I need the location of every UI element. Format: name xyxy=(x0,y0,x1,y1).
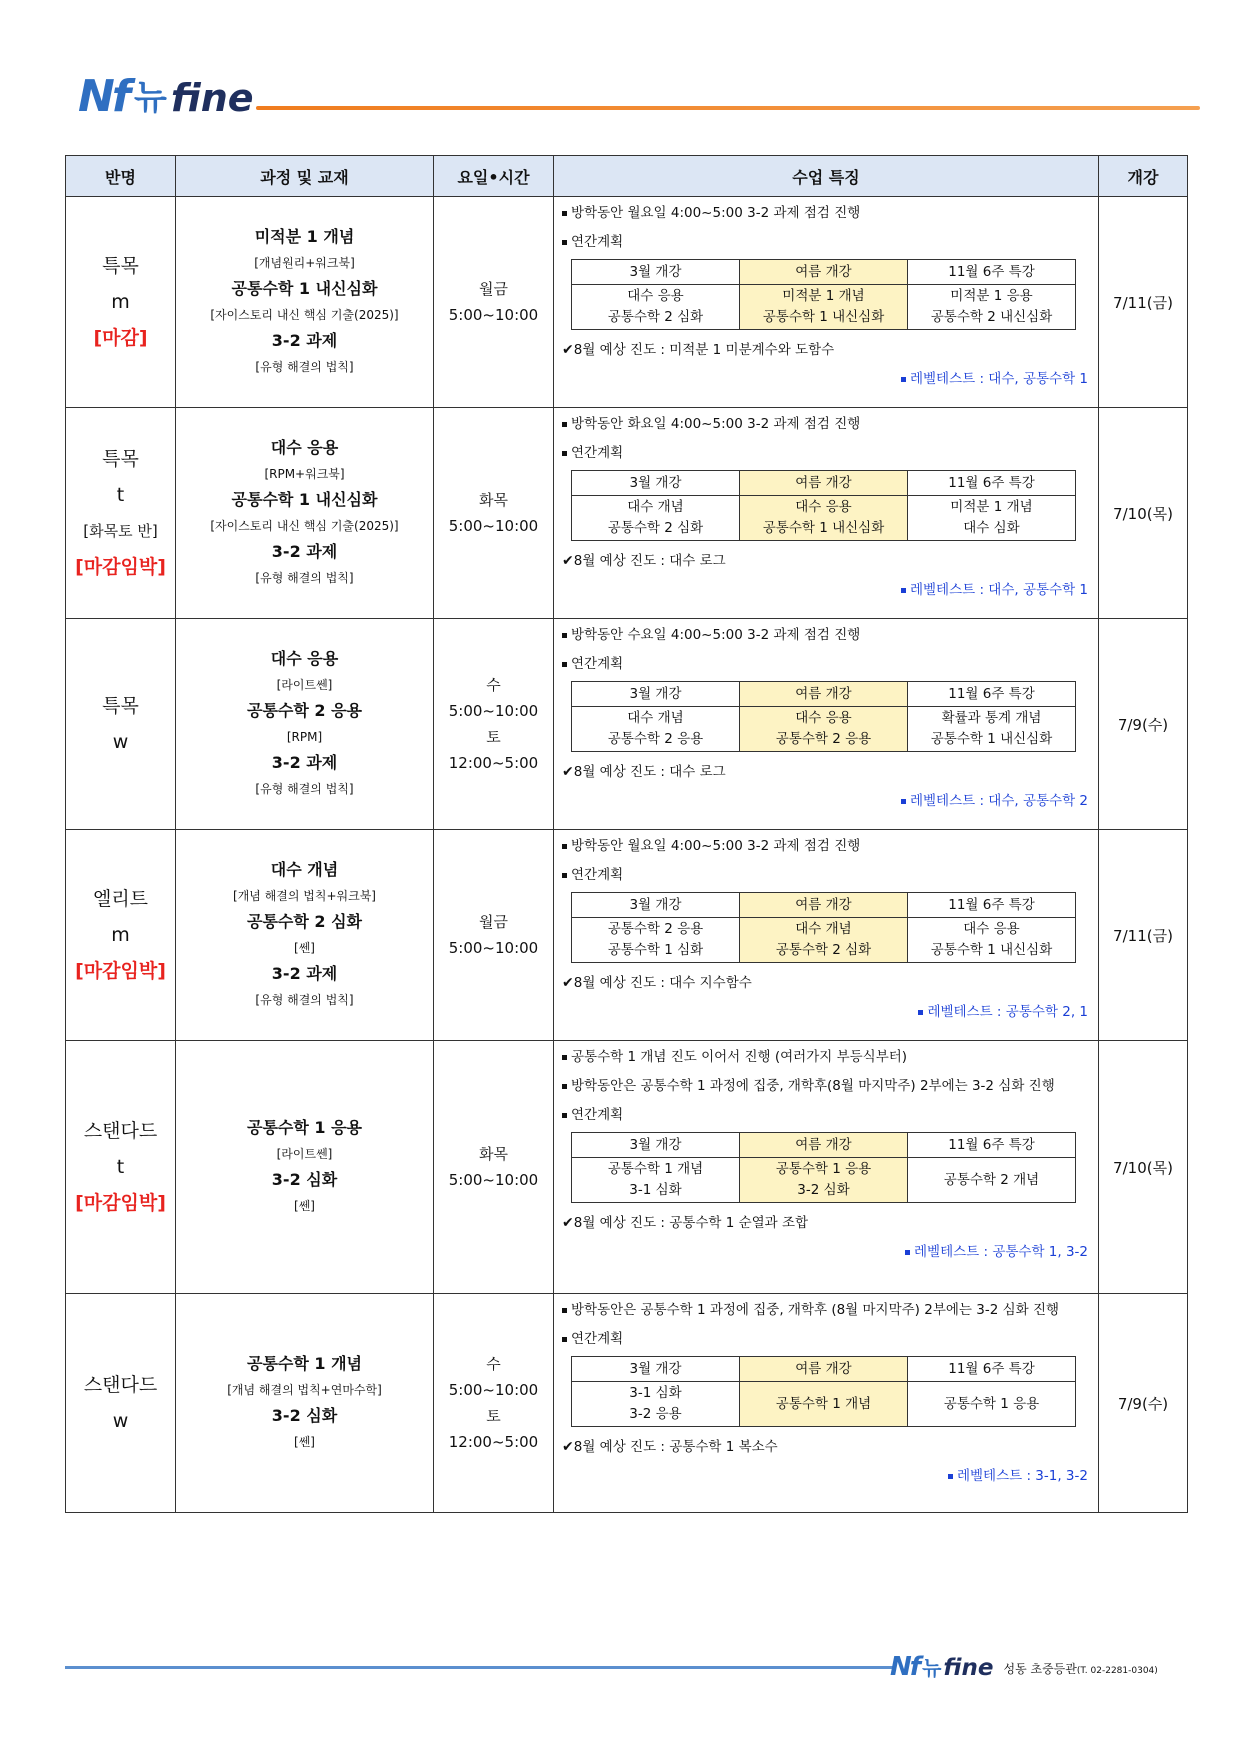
schedule-cell xyxy=(434,197,554,408)
plan-header: 3월 개강 xyxy=(572,1357,740,1382)
status-badge: [마감임박] xyxy=(75,556,166,578)
expected-progress xyxy=(562,969,1090,998)
textbook-name: [쎈] xyxy=(294,1435,315,1449)
plan-cell xyxy=(740,707,908,752)
level-square-icon xyxy=(918,1010,923,1015)
level-test xyxy=(562,576,1090,604)
course-title: 3-2 심화 xyxy=(271,1406,338,1425)
schedule-line: 5:00~10:00 xyxy=(448,306,539,324)
bullet-square-icon xyxy=(562,1084,567,1089)
schedule-cell xyxy=(434,408,554,619)
expected-progress xyxy=(562,547,1090,576)
plan-header-row xyxy=(572,1133,1076,1158)
class-name-cell xyxy=(66,830,176,1041)
logo-mark: Nf xyxy=(78,71,128,122)
plan-cell xyxy=(740,1382,908,1427)
textbook-name: [라이트쎈] xyxy=(276,678,333,692)
plan-line: 공통수학 1 내신심화 xyxy=(930,731,1053,747)
plan-header: 11월 6주 특강 xyxy=(908,471,1076,496)
bullet-square-icon xyxy=(562,240,567,245)
annual-plan-table xyxy=(571,1132,1076,1203)
plan-content-row xyxy=(572,918,1076,963)
textbook-name: [자이스토리 내신 핵심 기출(2025)] xyxy=(210,308,399,322)
level-test xyxy=(562,998,1090,1026)
plan-line: 공통수학 1 심화 xyxy=(607,942,704,958)
class-row xyxy=(66,197,1188,408)
schedule-cell xyxy=(434,619,554,830)
feature-text: 연간계획 xyxy=(571,867,624,883)
plan-header: 3월 개강 xyxy=(572,471,740,496)
expected-progress xyxy=(562,1209,1090,1238)
plan-header: 11월 6주 특강 xyxy=(908,682,1076,707)
level-test xyxy=(562,787,1090,815)
textbook-name: [유형 해결의 법칙] xyxy=(255,571,354,585)
feature-text: 방학동안 화요일 4:00~5:00 3-2 과제 점검 진행 xyxy=(571,416,861,432)
feature-bullet xyxy=(562,1325,1090,1354)
level-square-icon xyxy=(901,588,906,593)
plan-line: 공통수학 1 내신심화 xyxy=(762,520,885,536)
schedule-line: 수 xyxy=(486,1355,501,1373)
plan-line: 공통수학 1 응용 xyxy=(943,1395,1040,1412)
course-cell xyxy=(176,830,434,1041)
footer-logo xyxy=(890,1650,1158,1682)
plan-line: 공통수학 2 내신심화 xyxy=(930,309,1053,325)
plan-header-row xyxy=(572,682,1076,707)
course-title: 3-2 과제 xyxy=(271,753,338,772)
plan-cell xyxy=(572,918,740,963)
plan-cell xyxy=(908,1158,1076,1203)
check-icon: ✔ xyxy=(562,975,574,991)
level-test-text: 레벨테스트 : 3-1, 3-2 xyxy=(956,1468,1088,1484)
check-icon: ✔ xyxy=(562,1439,574,1455)
plan-header-row xyxy=(572,893,1076,918)
course-title: 공통수학 1 내신심화 xyxy=(231,490,378,509)
feature-text: 방학동안 월요일 4:00~5:00 3-2 과제 점검 진행 xyxy=(571,838,861,854)
footer-logo-mark: Nf xyxy=(890,1652,920,1682)
plan-header-row xyxy=(572,260,1076,285)
plan-header: 3월 개강 xyxy=(572,893,740,918)
plan-line: 대수 개념 xyxy=(627,710,684,726)
schedule-line: 화목 xyxy=(479,1145,508,1163)
features-cell xyxy=(554,619,1099,830)
class-name-line: t xyxy=(116,1156,125,1178)
bullet-square-icon xyxy=(562,873,567,878)
textbook-name: [쎈] xyxy=(294,941,315,955)
level-square-icon xyxy=(901,799,906,804)
plan-header: 여름 개강 xyxy=(740,260,908,285)
level-square-icon xyxy=(948,1474,953,1479)
textbook-name: [개념 해결의 법칙+연마수학] xyxy=(227,1383,382,1397)
level-test-text: 레벨테스트 : 대수, 공통수학 1 xyxy=(909,371,1088,387)
course-title: 대수 응용 xyxy=(270,438,339,457)
schedule-line: 5:00~10:00 xyxy=(448,1381,539,1399)
class-name-line: m xyxy=(111,291,130,313)
open-date-cell: 7/9(수) xyxy=(1099,619,1188,830)
feature-text: 공통수학 1 개념 진도 이어서 진행 (여러가지 부등식부터) xyxy=(571,1049,908,1065)
level-test-text: 레벨테스트 : 공통수학 1, 3-2 xyxy=(913,1244,1088,1260)
plan-line: 공통수학 2 심화 xyxy=(775,942,872,958)
plan-line: 확률과 통계 개념 xyxy=(941,710,1042,726)
plan-content-row xyxy=(572,1382,1076,1427)
plan-header: 11월 6주 특강 xyxy=(908,1133,1076,1158)
textbook-name: [개념 해결의 법칙+워크북] xyxy=(233,889,376,903)
status-badge: [마감] xyxy=(93,327,148,349)
class-name-line: w xyxy=(112,731,129,753)
level-test xyxy=(562,1238,1090,1266)
progress-text: 8월 예상 진도 : 대수 지수함수 xyxy=(573,975,752,991)
class-name-line: [화목토 반] xyxy=(83,522,158,540)
column-header: 반명 xyxy=(66,156,176,197)
textbook-name: [개념원리+워크북] xyxy=(254,256,355,270)
course-cell xyxy=(176,197,434,408)
plan-content-row xyxy=(572,285,1076,330)
check-icon: ✔ xyxy=(562,342,574,358)
plan-header-row xyxy=(572,471,1076,496)
class-name-line: 엘리트 xyxy=(92,888,149,910)
class-row xyxy=(66,830,1188,1041)
class-name-line: t xyxy=(116,484,125,506)
plan-cell xyxy=(572,1382,740,1427)
plan-header-row xyxy=(572,1357,1076,1382)
plan-line: 대수 개념 xyxy=(795,921,852,937)
level-square-icon xyxy=(901,377,906,382)
plan-cell xyxy=(740,1158,908,1203)
plan-header: 11월 6주 특강 xyxy=(908,260,1076,285)
progress-text: 8월 예상 진도 : 대수 로그 xyxy=(573,764,726,780)
plan-line: 대수 응용 xyxy=(963,921,1020,937)
plan-cell xyxy=(908,918,1076,963)
course-cell xyxy=(176,408,434,619)
feature-text: 방학동안은 공통수학 1 과정에 집중, 개학후(8월 마지막주) 2부에는 3-2 심화 진행 xyxy=(571,1078,1055,1094)
feature-bullet xyxy=(562,1072,1090,1101)
level-test-text: 레벨테스트 : 대수, 공통수학 1 xyxy=(909,582,1088,598)
plan-line: 공통수학 1 내신심화 xyxy=(762,309,885,325)
feature-text: 연간계획 xyxy=(571,234,624,250)
footer-logo-english: fine xyxy=(943,1655,994,1681)
logo-korean: 뉴 xyxy=(133,78,167,118)
feature-text: 연간계획 xyxy=(571,445,624,461)
bullet-square-icon xyxy=(562,1055,567,1060)
class-row xyxy=(66,1294,1188,1513)
feature-text: 방학동안 수요일 4:00~5:00 3-2 과제 점검 진행 xyxy=(571,627,861,643)
class-name-line: m xyxy=(111,924,130,946)
plan-cell xyxy=(572,285,740,330)
footer-logo-korean: 뉴 xyxy=(922,1656,942,1680)
plan-line: 대수 심화 xyxy=(963,520,1020,536)
open-date-cell: 7/9(수) xyxy=(1099,1294,1188,1513)
feature-text: 방학동안 월요일 4:00~5:00 3-2 과제 점검 진행 xyxy=(571,205,861,221)
plan-header: 여름 개강 xyxy=(740,682,908,707)
expected-progress xyxy=(562,758,1090,787)
course-title: 대수 개념 xyxy=(270,860,339,879)
plan-line: 3-1 심화 xyxy=(629,1385,682,1401)
check-icon: ✔ xyxy=(562,1215,574,1231)
expected-progress xyxy=(562,1433,1090,1462)
plan-line: 대수 개념 xyxy=(627,499,684,515)
plan-cell xyxy=(908,496,1076,541)
schedule-line: 토 xyxy=(486,728,501,746)
features-cell xyxy=(554,1041,1099,1294)
textbook-name: [쎈] xyxy=(294,1199,315,1213)
feature-bullet xyxy=(562,621,1090,650)
schedule-line: 화목 xyxy=(479,491,508,509)
check-icon: ✔ xyxy=(562,764,574,780)
feature-bullet xyxy=(562,1296,1090,1325)
plan-line: 대수 응용 xyxy=(627,288,684,304)
feature-text: 방학동안은 공통수학 1 과정에 집중, 개학후 (8월 마지막주) 2부에는 3-2 심화 진행 xyxy=(571,1302,1060,1318)
plan-line: 공통수학 2 심화 xyxy=(607,309,704,325)
feature-bullet xyxy=(562,832,1090,861)
column-header: 개강 xyxy=(1099,156,1188,197)
class-name-line: w xyxy=(112,1410,129,1432)
class-name-cell xyxy=(66,408,176,619)
plan-line: 대수 응용 xyxy=(795,499,852,515)
bullet-square-icon xyxy=(562,451,567,456)
course-cell xyxy=(176,1294,434,1513)
plan-line: 공통수학 2 응용 xyxy=(607,731,704,747)
plan-cell xyxy=(572,1158,740,1203)
class-name-cell xyxy=(66,1041,176,1294)
plan-line: 공통수학 1 개념 xyxy=(607,1161,704,1177)
column-header: 요일•시간 xyxy=(434,156,554,197)
expected-progress xyxy=(562,336,1090,365)
class-row xyxy=(66,408,1188,619)
plan-content-row xyxy=(572,1158,1076,1203)
plan-header: 11월 6주 특강 xyxy=(908,893,1076,918)
class-schedule-table xyxy=(65,155,1188,1513)
annual-plan-table xyxy=(571,892,1076,963)
schedule-line: 12:00~5:00 xyxy=(448,754,539,772)
annual-plan-table xyxy=(571,470,1076,541)
textbook-name: [유형 해결의 법칙] xyxy=(255,993,354,1007)
page-header xyxy=(78,62,1200,122)
plan-line: 3-2 응용 xyxy=(629,1406,682,1422)
plan-header: 여름 개강 xyxy=(740,1357,908,1382)
plan-line: 공통수학 1 개념 xyxy=(775,1395,872,1412)
class-name-line: 특목 xyxy=(102,695,139,717)
feature-bullet xyxy=(562,1101,1090,1130)
open-date-cell: 7/11(금) xyxy=(1099,197,1188,408)
schedule-line: 12:00~5:00 xyxy=(448,1433,539,1451)
footer-divider xyxy=(65,1666,895,1669)
feature-text: 연간계획 xyxy=(571,1331,624,1347)
class-name-line: 스탠다드 xyxy=(83,1374,158,1396)
plan-line: 미적분 1 응용 xyxy=(950,288,1033,304)
level-test xyxy=(562,365,1090,393)
plan-cell xyxy=(908,1382,1076,1427)
plan-line: 공통수학 1 응용 xyxy=(775,1161,872,1177)
open-date-cell: 7/10(목) xyxy=(1099,1041,1188,1294)
level-test-text: 레벨테스트 : 대수, 공통수학 2 xyxy=(909,793,1088,809)
bullet-square-icon xyxy=(562,633,567,638)
plan-cell xyxy=(572,496,740,541)
progress-text: 8월 예상 진도 : 공통수학 1 순열과 조합 xyxy=(573,1215,809,1231)
feature-bullet xyxy=(562,650,1090,679)
schedule-line: 5:00~10:00 xyxy=(448,1171,539,1189)
course-title: 공통수학 2 심화 xyxy=(246,912,362,931)
textbook-name: [RPM+워크북] xyxy=(264,467,345,481)
course-title: 대수 응용 xyxy=(270,649,339,668)
column-header: 수업 특징 xyxy=(554,156,1099,197)
brand-logo xyxy=(78,62,254,122)
plan-line: 미적분 1 개념 xyxy=(950,499,1033,515)
plan-line: 3-1 심화 xyxy=(629,1182,682,1198)
course-title: 공통수학 2 응용 xyxy=(246,701,362,720)
column-header: 과정 및 교재 xyxy=(176,156,434,197)
page-footer xyxy=(65,1650,1185,1690)
plan-cell xyxy=(740,496,908,541)
plan-cell xyxy=(740,285,908,330)
features-cell xyxy=(554,830,1099,1041)
feature-bullet xyxy=(562,228,1090,257)
campus-name: 성동 초중등관(T. 02-2281-0304) xyxy=(1003,1662,1158,1676)
bullet-square-icon xyxy=(562,211,567,216)
progress-text: 8월 예상 진도 : 대수 로그 xyxy=(573,553,726,569)
course-title: 공통수학 1 내신심화 xyxy=(231,279,378,298)
schedule-cell xyxy=(434,1294,554,1513)
plan-line: 공통수학 2 응용 xyxy=(775,731,872,747)
schedule-line: 5:00~10:00 xyxy=(448,702,539,720)
plan-header: 3월 개강 xyxy=(572,1133,740,1158)
schedule-line: 토 xyxy=(486,1407,501,1425)
header-divider xyxy=(256,106,1200,110)
textbook-name: [자이스토리 내신 핵심 기출(2025)] xyxy=(210,519,399,533)
schedule-line: 5:00~10:00 xyxy=(448,939,539,957)
plan-header: 11월 6주 특강 xyxy=(908,1357,1076,1382)
plan-header: 여름 개강 xyxy=(740,471,908,496)
feature-text: 연간계획 xyxy=(571,656,624,672)
class-name-cell xyxy=(66,1294,176,1513)
plan-cell xyxy=(908,285,1076,330)
schedule-line: 5:00~10:00 xyxy=(448,517,539,535)
course-title: 미적분 1 개념 xyxy=(254,227,355,246)
plan-line: 공통수학 2 개념 xyxy=(943,1171,1040,1188)
plan-line: 3-2 심화 xyxy=(797,1182,850,1198)
plan-header: 3월 개강 xyxy=(572,260,740,285)
plan-content-row xyxy=(572,496,1076,541)
plan-cell xyxy=(740,918,908,963)
course-cell xyxy=(176,619,434,830)
plan-cell xyxy=(908,707,1076,752)
campus-phone: (T. 02-2281-0304) xyxy=(1076,1666,1158,1676)
schedule-line: 월금 xyxy=(479,280,508,298)
class-name-line: 특목 xyxy=(102,255,139,277)
feature-bullet xyxy=(562,861,1090,890)
status-badge: [마감임박] xyxy=(75,1192,166,1214)
schedule-line: 월금 xyxy=(479,913,508,931)
feature-text: 연간계획 xyxy=(571,1107,624,1123)
class-row xyxy=(66,1041,1188,1294)
features-cell xyxy=(554,197,1099,408)
plan-line: 미적분 1 개념 xyxy=(782,288,865,304)
course-title: 공통수학 1 개념 xyxy=(246,1354,362,1373)
textbook-name: [RPM] xyxy=(286,730,323,744)
plan-line: 공통수학 2 응용 xyxy=(607,921,704,937)
class-row xyxy=(66,619,1188,830)
open-date-cell: 7/11(금) xyxy=(1099,830,1188,1041)
plan-line: 공통수학 2 심화 xyxy=(607,520,704,536)
features-cell xyxy=(554,1294,1099,1513)
level-test-text: 레벨테스트 : 공통수학 2, 1 xyxy=(927,1004,1088,1020)
plan-content-row xyxy=(572,707,1076,752)
feature-bullet xyxy=(562,439,1090,468)
bullet-square-icon xyxy=(562,662,567,667)
textbook-name: [유형 해결의 법칙] xyxy=(255,360,354,374)
course-title: 3-2 과제 xyxy=(271,542,338,561)
class-name-cell xyxy=(66,619,176,830)
textbook-name: [유형 해결의 법칙] xyxy=(255,782,354,796)
plan-cell xyxy=(572,707,740,752)
class-name-line: 특목 xyxy=(102,448,139,470)
check-icon: ✔ xyxy=(562,553,574,569)
bullet-square-icon xyxy=(562,422,567,427)
plan-line: 공통수학 1 내신심화 xyxy=(930,942,1053,958)
feature-bullet xyxy=(562,410,1090,439)
annual-plan-table xyxy=(571,681,1076,752)
schedule-cell xyxy=(434,1041,554,1294)
textbook-name: [라이트쎈] xyxy=(276,1147,333,1161)
progress-text: 8월 예상 진도 : 미적분 1 미분계수와 도함수 xyxy=(573,342,835,358)
annual-plan-table xyxy=(571,259,1076,330)
bullet-square-icon xyxy=(562,1113,567,1118)
plan-line: 대수 응용 xyxy=(795,710,852,726)
open-date-cell: 7/10(목) xyxy=(1099,408,1188,619)
course-title: 3-2 과제 xyxy=(271,331,338,350)
level-test xyxy=(562,1462,1090,1490)
plan-header: 여름 개강 xyxy=(740,1133,908,1158)
progress-text: 8월 예상 진도 : 공통수학 1 복소수 xyxy=(573,1439,778,1455)
logo-english: fine xyxy=(170,76,254,120)
plan-header: 3월 개강 xyxy=(572,682,740,707)
class-name-cell xyxy=(66,197,176,408)
course-title: 3-2 과제 xyxy=(271,964,338,983)
annual-plan-table xyxy=(571,1356,1076,1427)
feature-bullet xyxy=(562,199,1090,228)
bullet-square-icon xyxy=(562,844,567,849)
course-cell xyxy=(176,1041,434,1294)
status-badge: [마감임박] xyxy=(75,960,166,982)
bullet-square-icon xyxy=(562,1337,567,1342)
plan-header: 여름 개강 xyxy=(740,893,908,918)
course-title: 3-2 심화 xyxy=(271,1170,338,1189)
course-title: 공통수학 1 응용 xyxy=(246,1118,362,1137)
features-cell xyxy=(554,408,1099,619)
feature-bullet xyxy=(562,1043,1090,1072)
class-name-line: 스탠다드 xyxy=(83,1120,158,1142)
bullet-square-icon xyxy=(562,1308,567,1313)
schedule-cell xyxy=(434,830,554,1041)
schedule-line: 수 xyxy=(486,676,501,694)
level-square-icon xyxy=(905,1250,910,1255)
table-header-row xyxy=(66,156,1188,197)
